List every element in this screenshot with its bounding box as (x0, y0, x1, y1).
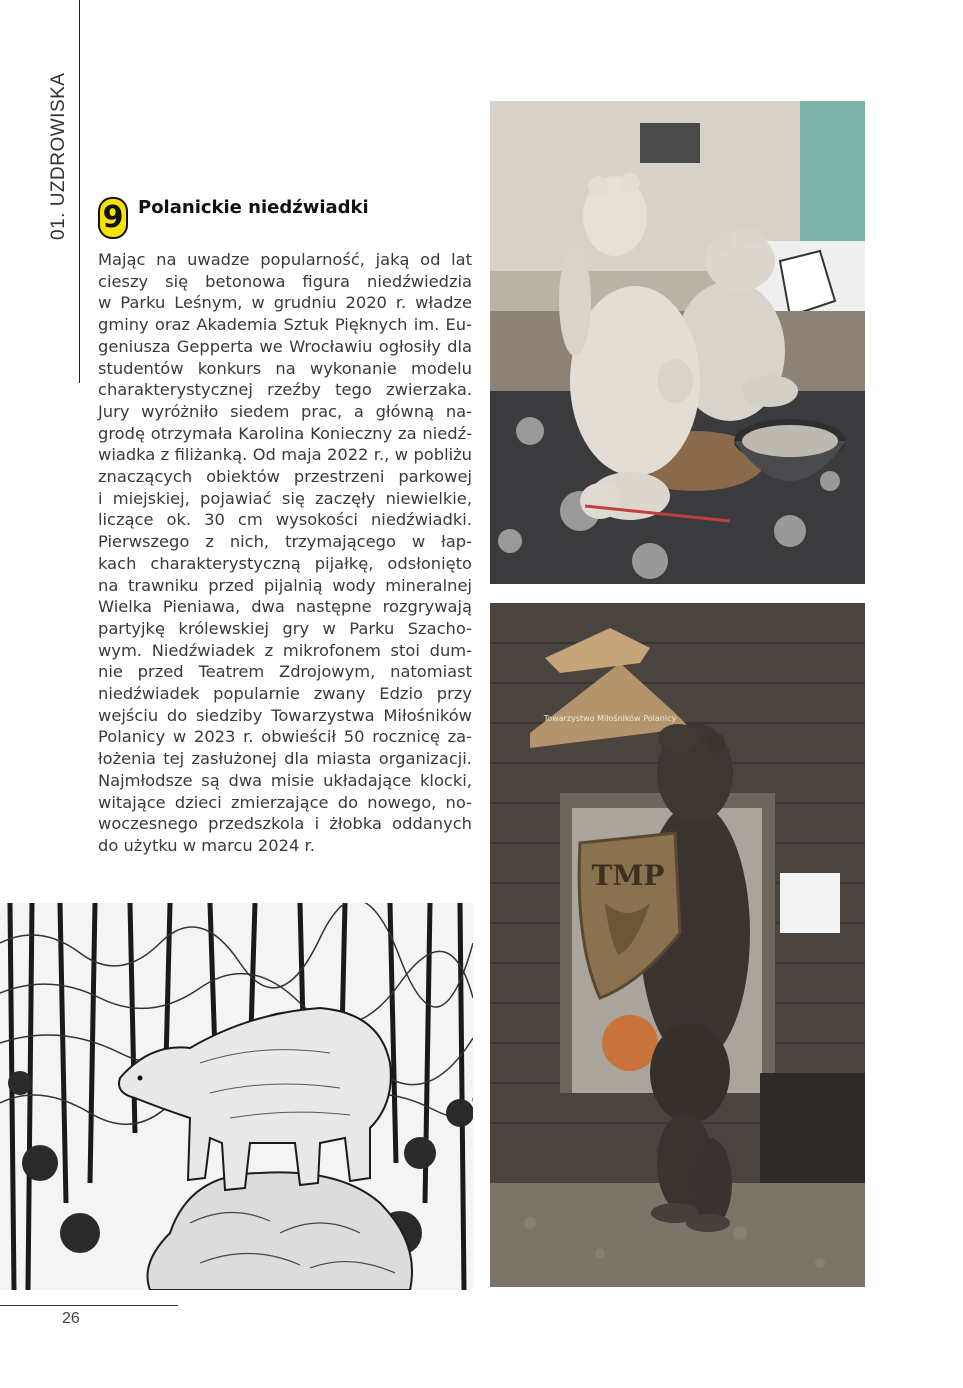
body-line: Polanicy w 2023 r. obwieścił 50 rocznicę za- (98, 727, 472, 747)
photo-bronze-bear-tmp (490, 603, 865, 1287)
body-line: Wielka Pieniawa, dwa następne rozgrywają (98, 597, 472, 617)
body-line: wiadka z filiżanką. Od maja 2022 r., w pobliżu (98, 445, 472, 465)
body-line: partyjkę królewskiej gry w Parku Szacho- (98, 618, 472, 638)
body-line: gminy oraz Akademia Sztuk Pięknych im. Eu- (98, 315, 472, 335)
body-line: niedźwiadek popularnie zwany Edzio przy (98, 684, 472, 704)
section-label: 01. UZDROWISKA (48, 72, 69, 240)
body-line: woczesnego przedszkola i żłobka oddanych (98, 814, 472, 834)
body-line: cieszy się betonowa figura niedźwiedzia (98, 271, 472, 291)
body-line: nie przed Teatrem Zdrojowym, natomiast (98, 662, 472, 682)
page-number: 26 (62, 1310, 80, 1327)
article-body (98, 249, 472, 857)
body-line: Mając na uwadze popularność, jaką od lat (98, 250, 472, 269)
body-line: łożenia tej zasłużonej dla miasta organizacji. (98, 749, 472, 769)
body-line: liczące ok. 30 cm wysokości niedźwiadki. (98, 510, 472, 530)
body-line: witające dzieci zmierzające do nowego, no- (98, 792, 472, 812)
body-line: do użytku w marcu 2024 r. (98, 835, 315, 855)
body-line: Najmłodsze są dwa misie układające klocki, (98, 770, 472, 790)
sign-text: Towarzystwo Miłośników Polanicy (543, 714, 677, 723)
body-line: w Parku Leśnym, w grudniu 2020 r. władze (98, 293, 472, 313)
footer-rule (0, 1305, 178, 1306)
body-line: studentów konkurs na wykonanie modelu (98, 358, 472, 378)
shield-text: TMP (591, 859, 665, 892)
body-line: kach charakterystyczną pijałkę, odsłonięto (98, 553, 472, 573)
body-line: Pierwszego z nich, trzymającego w łap- (98, 532, 472, 552)
margin-rule (79, 0, 80, 383)
body-line: Jury wyróżniło siedem prac, a główną na- (98, 401, 472, 421)
article-title: Polanickie niedźwiadki (138, 197, 369, 218)
photo-sculptures-workshop (490, 101, 865, 584)
body-line: charakterystycznej rzeźby tego zwierzaka. (98, 380, 472, 400)
body-line: znaczących obiektów przestrzeni parkowej (98, 467, 472, 487)
body-line: grodę otrzymała Karolina Konieczny za niedź- (98, 423, 472, 443)
body-line: i miejskiej, pojawiać się zaczęły niewielkie, (98, 488, 472, 508)
illustration-forest-bear (0, 903, 473, 1290)
body-line: wym. Niedźwiadek z mikrofonem stoi dum- (98, 640, 472, 660)
body-line: wejściu do siedziby Towarzystwa Miłośników (98, 705, 472, 725)
article-number-badge: 9 (98, 197, 128, 239)
body-line: geniusza Gepperta we Wrocławiu ogłosiły dla (98, 336, 472, 356)
body-line: na trawniku przed pijalnią wody mineralnej (98, 575, 472, 595)
